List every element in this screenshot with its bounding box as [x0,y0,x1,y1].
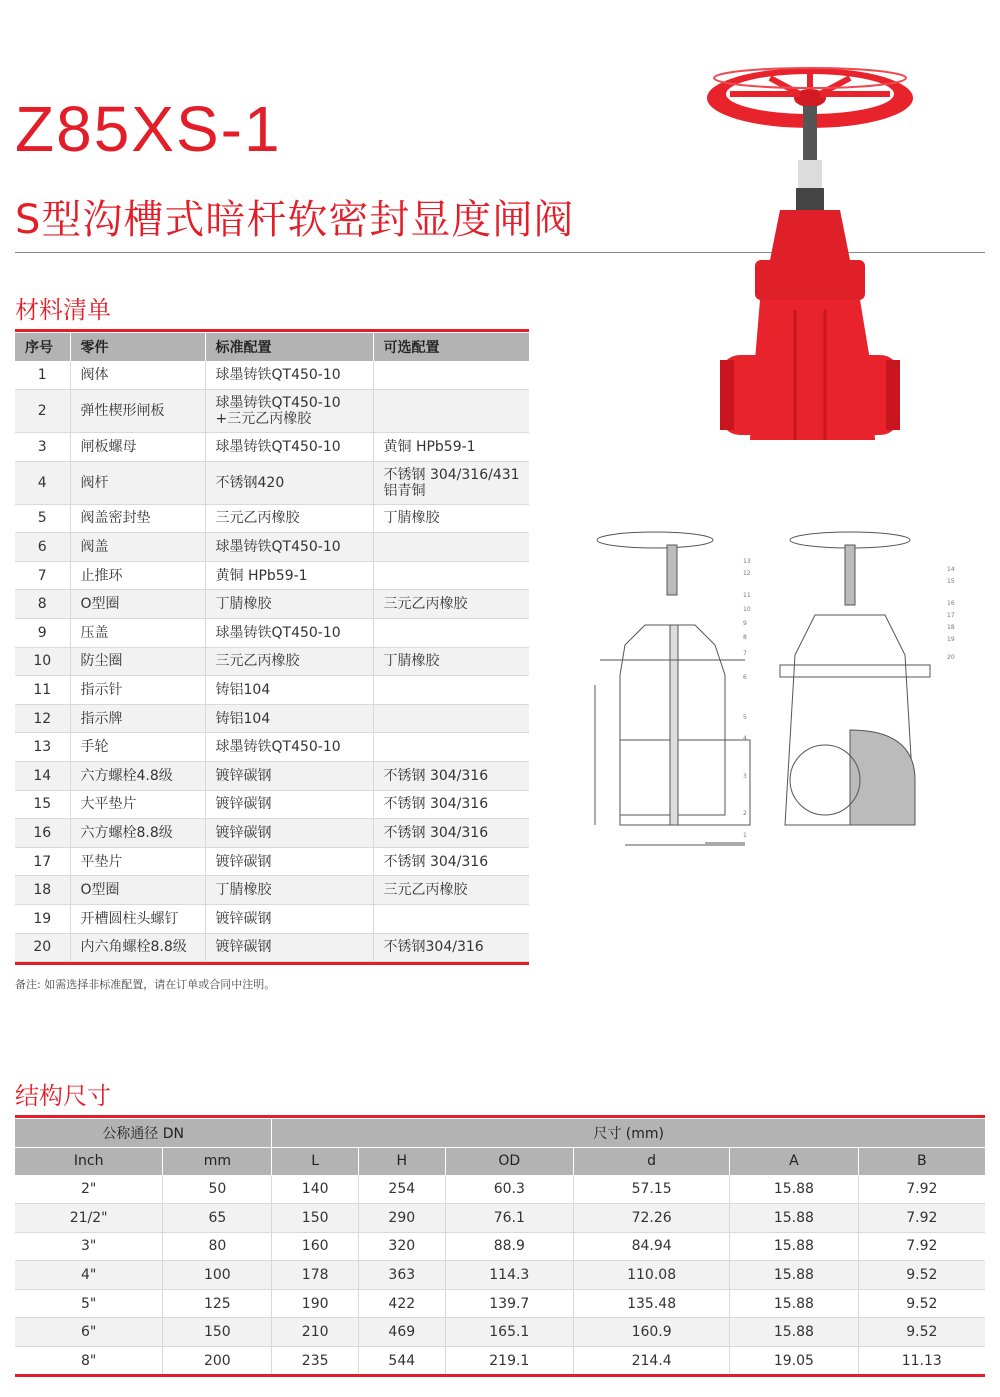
bom-cell-part-text: 六方螺栓4.8级 [80,767,173,784]
bom-cell-part [70,461,205,504]
dims-cell: 140 [272,1175,359,1204]
dims-cell: 100 [163,1261,272,1290]
valve-drawing [585,525,965,865]
bom-col-no: 序号 [15,333,70,361]
bom-cell-part-text: 阀杆 [80,474,109,491]
svg-text:14: 14 [947,566,955,573]
bom-cell-part [70,433,205,462]
dims-cell: 110.08 [574,1261,730,1290]
bom-row [15,847,529,876]
bom-cell-part-text: 指示针 [80,682,123,699]
bom-cell-no-text: 7 [37,567,47,584]
dims-row [15,1347,985,1376]
dims-cell: 200 [163,1347,272,1376]
bom-cell-no [15,819,70,848]
bom-cell-standard-text: 三元乙丙橡胶 [215,653,300,670]
bom-cell-no-text: 6 [37,539,47,556]
svg-text:5: 5 [743,714,747,721]
svg-text:13: 13 [743,558,751,565]
bom-cell-standard-text: 镀锌碳钢 [215,910,272,927]
bom-cell-standard [205,847,373,876]
model-number: Z85XS-1 [15,93,282,165]
bom-cell-part [70,933,205,962]
bom-cell-part-text: 内六角螺栓8.8级 [80,939,187,956]
bom-cell-standard [205,561,373,590]
bom-cell-standard [205,762,373,791]
dims-cell: 214.4 [574,1347,730,1376]
bom-cell-no [15,876,70,905]
bom-cell-optional-text: 丁腈橡胶 [383,653,440,670]
dims-cell: 4" [15,1261,163,1290]
bom-cell-standard [205,433,373,462]
bom-row [15,533,529,562]
bom-cell-part-text: 指示牌 [80,710,123,727]
dims-cell: 15.88 [730,1204,858,1233]
bom-cell-part-text: 阀盖密封垫 [80,510,151,527]
bom-cell-part-text: 弹性楔形闸板 [80,403,165,420]
bom-cell-no [15,762,70,791]
bom-cell-optional [373,361,529,390]
dims-row [15,1204,985,1233]
bom-cell-optional-text: 三元乙丙橡胶 [383,596,468,613]
dims-top-rule [15,1115,985,1118]
bom-cell-part [70,390,205,433]
bom-cell-no-text: 17 [33,853,52,870]
bom-cell-standard-text: 黄铜 HPb59-1 [215,567,308,584]
bom-cell-optional [373,390,529,433]
bom-cell-optional-text: 黄铜 HPb59-1 [383,438,476,455]
bom-cell-no-text: 18 [33,882,52,899]
dims-cell: 8" [15,1347,163,1376]
dims-cell: 9.52 [858,1289,985,1318]
dims-cell: 219.1 [445,1347,573,1376]
bom-cell-optional [373,819,529,848]
svg-text:19: 19 [947,636,955,643]
dims-cell: 15.88 [730,1318,858,1347]
bom-cell-optional [373,461,529,504]
bom-cell-no-text: 16 [33,825,52,842]
bom-row [15,619,529,648]
dims-cell: 165.1 [445,1318,573,1347]
bom-cell-no-text: 1 [37,367,47,384]
dims-cell: 15.88 [730,1175,858,1204]
bom-cell-part [70,905,205,934]
dims-row [15,1261,985,1290]
dims-cell: 3" [15,1232,163,1261]
bom-row [15,704,529,733]
bom-row [15,762,529,791]
bom-cell-no [15,504,70,533]
bom-cell-optional-text: 不锈钢 304/316/431 [383,466,520,483]
bom-cell-part-text: O型圈 [80,596,120,613]
dims-col-header: d [574,1147,730,1175]
bom-row [15,561,529,590]
bom-cell-standard-text: 镀锌碳钢 [215,767,272,784]
bom-cell-no-text: 19 [33,910,52,927]
dims-row [15,1318,985,1347]
bom-cell-standard [205,590,373,619]
bom-cell-part [70,361,205,390]
svg-text:10: 10 [743,606,751,613]
bom-cell-optional [373,762,529,791]
dims-col-header: mm [163,1147,272,1175]
dims-cell: 469 [358,1318,445,1347]
bom-cell-no [15,390,70,433]
dims-cell: 114.3 [445,1261,573,1290]
svg-text:7: 7 [743,650,747,657]
bom-cell-optional [373,790,529,819]
bom-cell-optional-text: 不锈钢 304/316 [383,767,489,784]
bom-cell-part-text: 阀体 [80,367,109,384]
bom-cell-no [15,905,70,934]
svg-text:20: 20 [947,654,955,661]
bom-cell-standard [205,361,373,390]
dims-group-size: 尺寸 (mm) [272,1119,985,1147]
bom-cell-no-text: 9 [37,624,47,641]
dims-cell: 80 [163,1232,272,1261]
dims-cell: 11.13 [858,1347,985,1376]
bom-cell-optional [373,704,529,733]
dims-cell: 15.88 [730,1261,858,1290]
bom-cell-standard [205,905,373,934]
bom-col-part: 零件 [70,333,205,361]
bom-cell-standard [205,819,373,848]
bom-cell-no [15,733,70,762]
bom-cell-no [15,433,70,462]
bom-cell-part-text: 阀盖 [80,539,109,556]
svg-text:16: 16 [947,600,955,607]
bom-cell-no [15,847,70,876]
bom-cell-part [70,876,205,905]
bom-cell-standard-text: 球墨铸铁QT450-10 [215,539,341,556]
dims-col-header: Inch [15,1147,163,1175]
bom-cell-part-text: 平垫片 [80,853,123,870]
bom-cell-optional [373,733,529,762]
bom-cell-standard [205,733,373,762]
bom-title: 材料清单 [15,296,111,324]
bom-cell-standard [205,504,373,533]
bom-col-standard: 标准配置 [205,333,373,361]
dims-cell: 5" [15,1289,163,1318]
bom-cell-standard-text: 球墨铸铁QT450-10 [215,395,341,412]
dims-cell: 76.1 [445,1204,573,1233]
svg-text:9: 9 [743,620,747,627]
svg-text:18: 18 [947,624,955,631]
dims-cell: 60.3 [445,1175,573,1204]
svg-text:15: 15 [947,578,955,585]
bom-cell-part-text: 防尘圈 [80,653,123,670]
bom-cell-no [15,647,70,676]
bom-cell-standard [205,619,373,648]
bom-cell-standard [205,676,373,705]
dims-table [15,1119,985,1376]
dims-cell: 9.52 [858,1318,985,1347]
bom-cell-part-text: 手轮 [80,739,109,756]
dims-cell: 50 [163,1175,272,1204]
dims-cell: 150 [163,1318,272,1347]
bom-cell-optional [373,905,529,934]
svg-text:3: 3 [743,773,747,780]
bom-row [15,390,529,433]
bom-cell-no-text: 8 [37,596,47,613]
bom-cell-part [70,819,205,848]
dims-cell: 422 [358,1289,445,1318]
dims-cell: 210 [272,1318,359,1347]
bom-cell-part [70,790,205,819]
svg-text:1: 1 [743,832,747,839]
dims-cell: 57.15 [574,1175,730,1204]
dims-cell: 15.88 [730,1232,858,1261]
dims-cell: 9.52 [858,1261,985,1290]
bom-cell-optional [373,619,529,648]
bom-row [15,819,529,848]
bom-cell-no-text: 12 [33,710,52,727]
bom-cell-part [70,704,205,733]
dims-cell: 544 [358,1347,445,1376]
bom-cell-standard-text: 镀锌碳钢 [215,796,272,813]
bom-row [15,504,529,533]
bom-cell-no [15,676,70,705]
bom-top-rule [15,329,529,332]
dims-cell: 363 [358,1261,445,1290]
bom-cell-optional-text: 不锈钢 304/316 [383,825,489,842]
dims-cell: 7.92 [858,1204,985,1233]
dims-col-header: L [272,1147,359,1175]
bom-cell-optional [373,590,529,619]
dims-cell: 290 [358,1204,445,1233]
bom-cell-optional [373,561,529,590]
bom-header-row [15,333,529,361]
svg-text:2: 2 [743,810,747,817]
bom-cell-part-text: 闸板螺母 [80,438,137,455]
dims-bottom-rule [15,1374,985,1377]
bom-cell-part [70,504,205,533]
bom-cell-part [70,647,205,676]
bom-cell-no [15,619,70,648]
bom-cell-optional [373,676,529,705]
bom-cell-standard [205,876,373,905]
bom-cell-optional [373,504,529,533]
svg-text:11: 11 [743,592,751,599]
bom-cell-no [15,590,70,619]
bom-cell-standard-text: 球墨铸铁QT450-10 [215,438,341,455]
bom-cell-no-text: 20 [33,939,52,956]
svg-text:6: 6 [743,674,747,681]
bom-cell-optional-text: 三元乙丙橡胶 [383,882,468,899]
bom-cell-standard-text: 不锈钢420 [215,474,285,491]
bom-cell-part [70,619,205,648]
bom-cell-standard [205,647,373,676]
bom-row [15,790,529,819]
bom-cell-optional-text: 不锈钢 304/316 [383,796,489,813]
dims-cell: 320 [358,1232,445,1261]
dims-cell: 2" [15,1175,163,1204]
dims-cell: 135.48 [574,1289,730,1318]
dims-cell: 6" [15,1318,163,1347]
dims-cell: 254 [358,1175,445,1204]
bom-cell-part [70,533,205,562]
bom-cell-standard-text: 丁腈橡胶 [215,882,272,899]
dims-title: 结构尺寸 [15,1082,111,1110]
bom-cell-standard [205,790,373,819]
dims-cell: 88.9 [445,1232,573,1261]
bom-row [15,647,529,676]
dims-col-header: OD [445,1147,573,1175]
bom-cell-part-text: 压盖 [80,624,109,641]
product-title: S型沟槽式暗杆软密封显度闸阀 [15,197,575,243]
bom-cell-part [70,561,205,590]
dims-group-dn: 公称通径 DN [15,1119,272,1147]
dims-cell: 7.92 [858,1175,985,1204]
bom-cell-no-text: 4 [37,474,47,491]
bom-cell-standard-text: 镀锌碳钢 [215,939,272,956]
bom-cell-standard-text: 镀锌碳钢 [215,853,272,870]
bom-cell-no [15,790,70,819]
bom-cell-no [15,704,70,733]
bom-cell-part [70,590,205,619]
dims-cell: 178 [272,1261,359,1290]
bom-cell-standard [205,390,373,433]
bom-cell-no [15,561,70,590]
dims-header-row [15,1147,985,1175]
bom-cell-no-text: 3 [37,438,47,455]
bom-cell-part [70,733,205,762]
bom-row [15,361,529,390]
svg-text:4: 4 [743,735,747,742]
dims-cell: 84.94 [574,1232,730,1261]
dims-cell: 21/2" [15,1204,163,1233]
bom-cell-optional-text: 不锈钢 304/316 [383,853,489,870]
bom-cell-no-text: 5 [37,510,47,527]
bom-cell-no [15,461,70,504]
bom-row [15,733,529,762]
dims-row [15,1289,985,1318]
svg-text:17: 17 [947,612,955,619]
dims-cell: 160 [272,1232,359,1261]
bom-cell-no [15,533,70,562]
bom-cell-part [70,847,205,876]
bom-cell-part [70,676,205,705]
dims-group-row [15,1119,985,1147]
dims-col-header: A [730,1147,858,1175]
bom-cell-no [15,361,70,390]
dims-cell: 72.26 [574,1204,730,1233]
bom-bottom-rule [15,962,529,965]
bom-cell-optional [373,847,529,876]
dims-cell: 125 [163,1289,272,1318]
bom-cell-no-text: 15 [33,796,52,813]
bom-row [15,461,529,504]
bom-note: 备注: 如需选择非标准配置，请在订单或合同中注明。 [15,978,276,991]
dims-cell: 7.92 [858,1232,985,1261]
bom-cell-standard [205,704,373,733]
bom-cell-no-text: 13 [33,739,52,756]
bom-cell-part-text: 开槽圆柱头螺钉 [80,910,179,927]
bom-cell-standard-text-2: +三元乙丙橡胶 [215,411,312,428]
bom-cell-standard [205,933,373,962]
bom-cell-optional-text-2: 铝青铜 [383,482,426,499]
bom-cell-optional [373,876,529,905]
bom-cell-optional [373,533,529,562]
dims-cell: 150 [272,1204,359,1233]
bom-cell-no-text: 14 [33,767,52,784]
bom-cell-standard [205,461,373,504]
bom-cell-standard-text: 镀锌碳钢 [215,825,272,842]
dims-cell: 19.05 [730,1347,858,1376]
dims-cell: 15.88 [730,1289,858,1318]
bom-row [15,590,529,619]
bom-table [15,333,529,962]
dims-cell: 65 [163,1204,272,1233]
dims-col-header: B [858,1147,985,1175]
bom-cell-optional [373,933,529,962]
bom-cell-no-text: 11 [33,682,52,699]
dims-row [15,1232,985,1261]
bom-cell-optional [373,647,529,676]
bom-row [15,676,529,705]
bom-cell-standard-text: 丁腈橡胶 [215,596,272,613]
svg-text:12: 12 [743,570,751,577]
bom-cell-standard-text: 三元乙丙橡胶 [215,510,300,527]
bom-cell-standard-text: 球墨铸铁QT450-10 [215,624,341,641]
bom-cell-part-text: 止推环 [80,567,123,584]
bom-cell-part-text: 大平垫片 [80,796,137,813]
bom-cell-optional-text: 丁腈橡胶 [383,510,440,527]
bom-cell-standard-text: 球墨铸铁QT450-10 [215,739,341,756]
bom-cell-no-text: 10 [33,653,52,670]
bom-row [15,933,529,962]
bom-cell-standard-text: 铸铝104 [215,682,271,699]
bom-cell-standard-text: 球墨铸铁QT450-10 [215,367,341,384]
dims-cell: 139.7 [445,1289,573,1318]
bom-cell-optional [373,433,529,462]
dims-cell: 190 [272,1289,359,1318]
bom-cell-part-text: 六方螺栓8.8级 [80,825,173,842]
bom-cell-part-text: O型圈 [80,882,120,899]
bom-row [15,433,529,462]
dims-row [15,1175,985,1204]
bom-row [15,876,529,905]
bom-col-optional: 可选配置 [373,333,529,361]
dims-cell: 160.9 [574,1318,730,1347]
svg-text:8: 8 [743,634,747,641]
dims-col-header: H [358,1147,445,1175]
bom-cell-standard [205,533,373,562]
bom-cell-part [70,762,205,791]
bom-cell-no-text: 2 [37,403,47,420]
valve-photo [700,60,950,480]
dims-cell: 235 [272,1347,359,1376]
bom-row [15,905,529,934]
bom-cell-optional-text: 不锈钢304/316 [383,939,484,956]
bom-cell-no [15,933,70,962]
bom-cell-standard-text: 铸铝104 [215,710,271,727]
